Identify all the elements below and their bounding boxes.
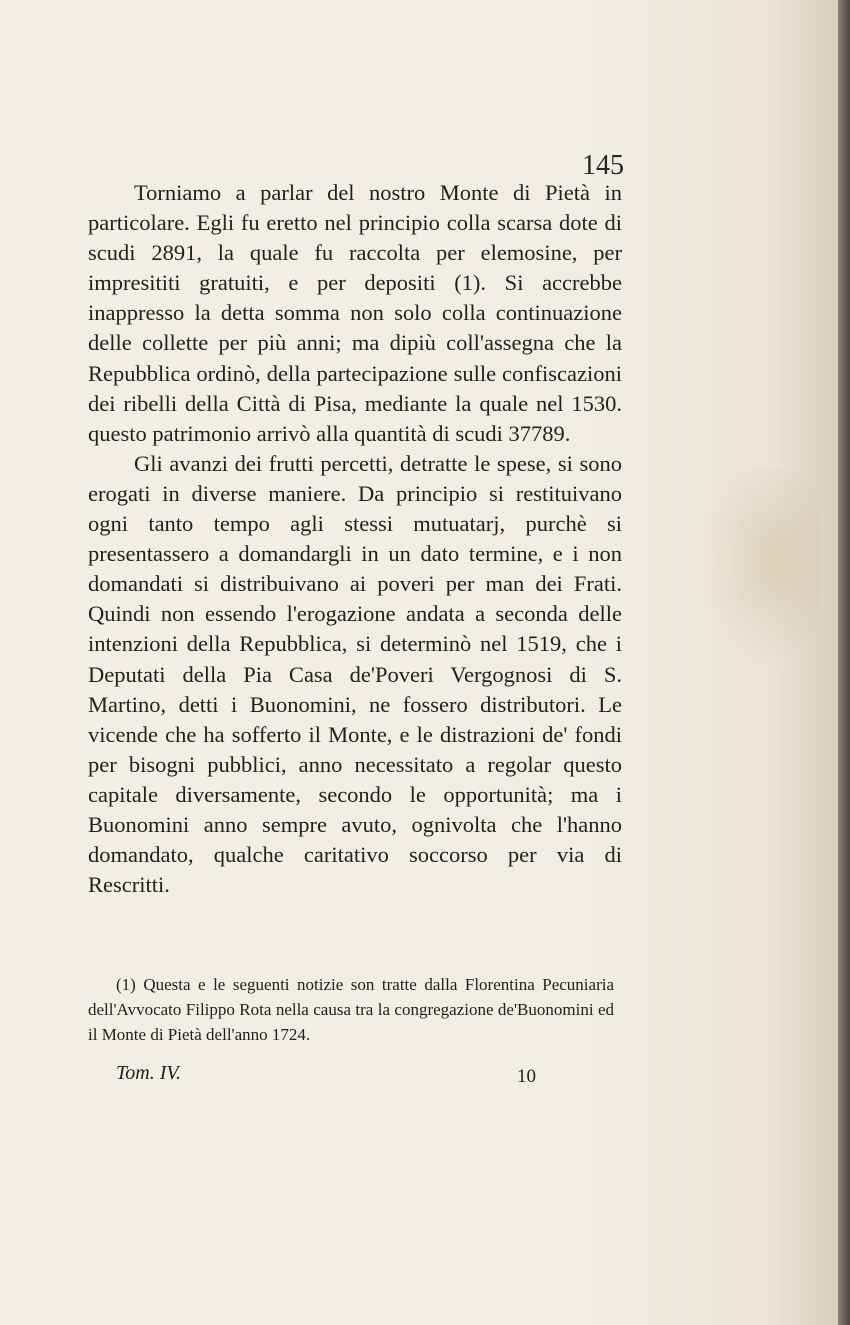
main-text <box>88 178 622 900</box>
page-number: 145 <box>582 150 624 181</box>
footnote: (1) Questa e le seguenti notizie son tratte dalla Florentina Pecuniaria dell'Avvocato Filippo Rota nella causa tra la congregazione de'Buonomini ed il Monte di Pietà dell'anno 1724. <box>88 975 614 1044</box>
volume-signature: Tom. IV. <box>116 1062 182 1084</box>
paragraph-2: Gli avanzi dei frutti percetti, detratte le spese, si sono erogati in diverse maniere. Da principio si restituivano ogni tanto tempo agli stessi mutuatarj, purchè si presentassero a domandargli in un dato termine, e i non domandati si distribuivano ai poveri per man dei Frati. Quindi non essendo l'erogazione andata a seconda delle intenzioni della Repubblica, si determinò nel 1519, che i Deputati della Pia Casa de'Poveri Vergognosi di S. Martino, detti i Buonomini, ne fossero distributori. Le vicende che ha sofferto il Monte, e le distrazioni de' fondi per bisogni pubblici, anno necessitato a regolar questo capitale diversamente, secondo le opportunità; ma i Buonomini anno sempre avuto, ognivolta che l'hanno domandato, qualche caritativo soccorso per via di Rescritti. <box>88 450 622 898</box>
foxing-stain <box>700 470 820 670</box>
gathering-mark: 10 <box>517 1066 536 1087</box>
page-edge <box>838 0 850 1325</box>
paragraph-1: Torniamo a parlar del nostro Monte di Pietà in particolare. Egli fu eretto nel principio colla scarsa dote di scudi 2891, la quale fu raccolta per elemosine, per impresititi gratuiti, e per depositi (1). Si accrebbe inappresso la detta somma non solo colla continuazione delle collette per più anni; ma dipiù coll'assegna che la Repubblica ordinò, della partecipazione sulle confiscazioni dei ribelli della Città di Pisa, mediante la quale nel 1530. questo patrimonio arrivò alla quantità di scudi 37789. <box>88 180 622 446</box>
